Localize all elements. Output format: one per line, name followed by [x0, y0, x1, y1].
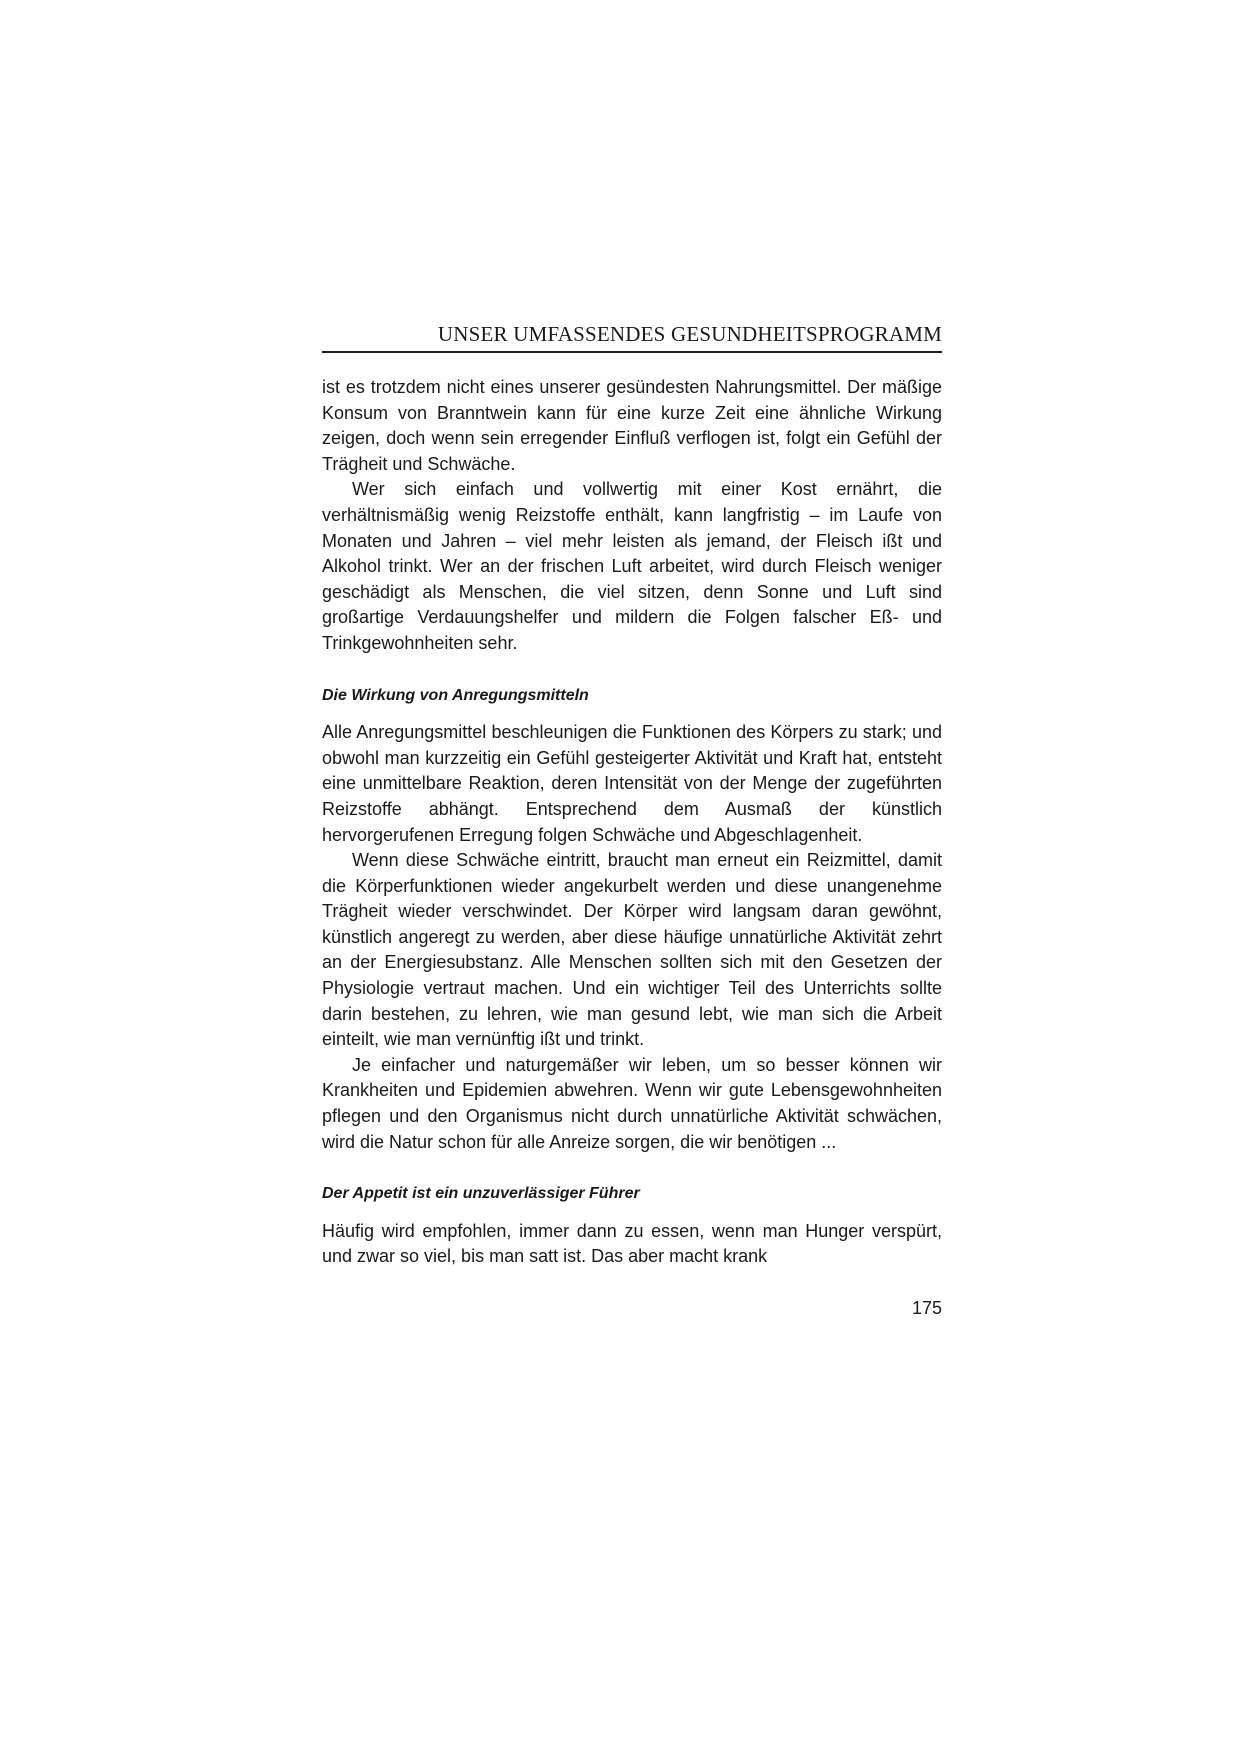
- paragraph: Häufig wird empfohlen, immer dann zu essen, wenn man Hunger verspürt, und zwar so viel, bis man satt ist. Das aber macht krank: [322, 1220, 942, 1267]
- section-heading: Der Appetit ist ein unzuverlässiger Führer: [322, 1185, 640, 1203]
- paragraph: Wenn diese Schwäche eintritt, braucht man erneut ein Reizmittel, damit die Körperfunktionen wieder angekurbelt werden und diese unangenehme Trägheit wieder verschwindet. Der Körper wird langsam daran gewöhnt, künstlich angeregt zu werden, aber diese häufige unnatürliche Aktivität zehrt an der Energiesubstanz. Alle Menschen sollten sich mit den Gesetzen der Physiologie vertraut machen. Und ein wichtiger Teil des Unterrichts sollte darin bestehen, zu lehren, wie man gesund lebt, wie man sich die Arbeit einteilt, wie man vernünftig ißt und trinkt.: [322, 850, 942, 1050]
- running-head: UNSER UMFASSENDES GESUNDHEITSPROGRAMM: [322, 322, 942, 353]
- paragraph: Alle Anregungsmittel beschleunigen die Funktionen des Körpers zu stark; und obwohl man kurzzeitig ein Gefühl gesteigerter Aktivität und Kraft hat, entsteht eine unmittelbare Reaktion, deren Intensität von der Menge der zugeführten Reizstoffe abhängt. Entsprechend dem Ausmaß der künstlich hervorgerufenen Erregung folgen Schwäche und Abgeschlagenheit.: [322, 722, 942, 845]
- paragraph: ist es trotzdem nicht eines unserer gesündesten Nahrungsmittel. Der mäßige Konsum von Branntwein kann für eine kurze Zeit eine ähnliche Wirkung zeigen, doch wenn sein erregender Einfluß verflogen ist, folgt ein Gefühl der Trägheit und Schwäche.: [322, 377, 942, 474]
- paragraph: Je einfacher und naturgemäßer wir leben, um so besser können wir Krankheiten und Epidemien abwehren. Wenn wir gute Lebensgewohnheiten pflegen und den Organismus nicht durch unnatürliche Aktivität schwächen, wird die Natur schon für alle Anreize sorgen, die wir benötigen ...: [322, 1054, 942, 1152]
- page-content: [322, 375, 942, 1270]
- paragraph: Wer sich einfach und vollwertig mit einer Kost ernährt, die verhältnismäßig wenig Reizstoffe enthält, kann langfristig – im Laufe von Monaten und Jahren – viel mehr leisten als jemand, der Fleisch ißt und Alkohol trinkt. Wer an der frischen Luft arbeitet, wird durch Fleisch weniger geschädigt als Menschen, die viel sitzen, denn Sonne und Luft sind großartige Verdauungshelfer und mildern die Folgen falscher Eß- und Trinkgewohnheiten sehr.: [322, 479, 942, 653]
- page-number: 175: [911, 1298, 942, 1318]
- section-heading: Die Wirkung von Anregungsmitteln: [322, 686, 589, 704]
- book-page: [322, 322, 942, 1319]
